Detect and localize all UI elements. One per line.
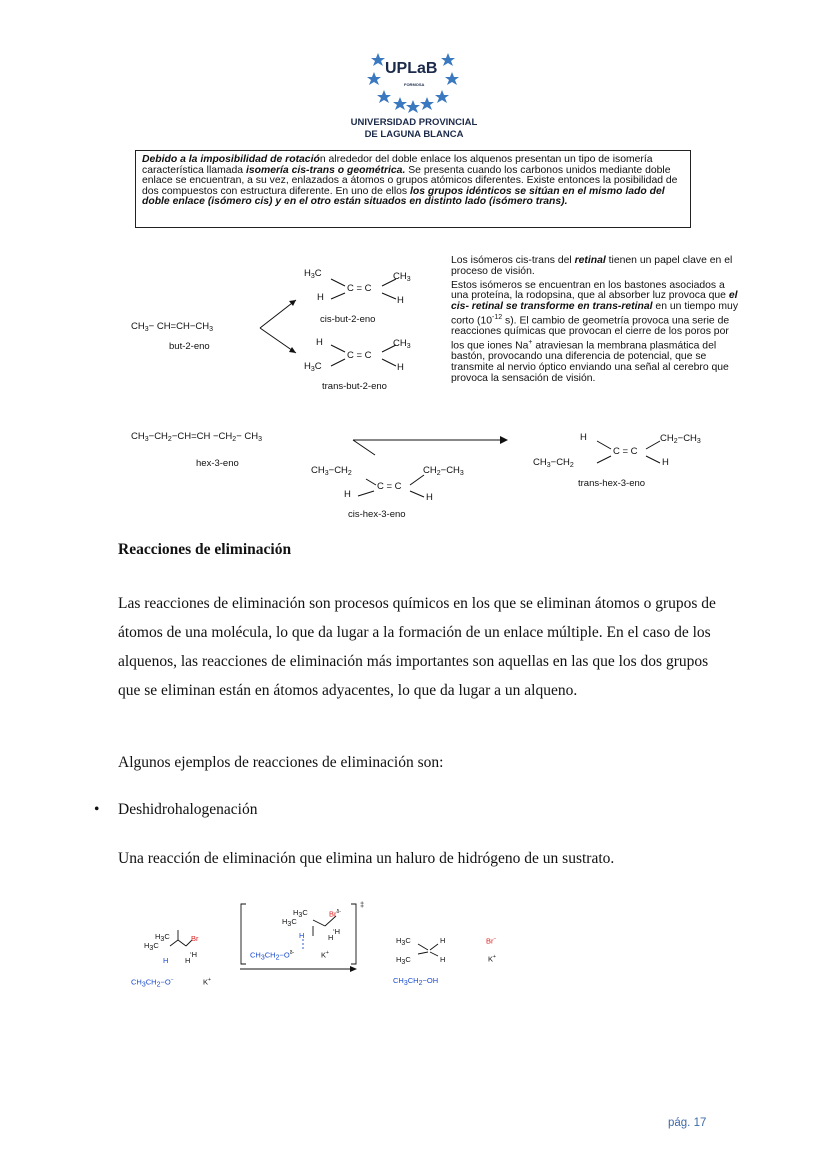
ethanol-product: $CH_3CH_2-OH$ (393, 976, 439, 987)
cis-hex-left-group: $CH_3-CH_2$ (311, 465, 352, 477)
trans-but-ch3: $CH_3$ (393, 338, 411, 350)
cis-hex-h-left: H (344, 489, 351, 500)
ts-h-right: ‘H (333, 927, 341, 936)
reactant-br: Br (191, 934, 199, 943)
trans-but-h-right: H (397, 362, 404, 373)
ts-h-blue: H (299, 931, 305, 940)
hex-3-eno-label: hex-3-eno (196, 458, 239, 469)
university-name-line1: UNIVERSIDAD PROVINCIAL (350, 117, 478, 128)
cis-hex-3-eno-label: cis-hex-3-eno (348, 509, 406, 520)
university-name-line2: DE LAGUNA BLANCA (364, 129, 464, 140)
potassium-ion-ts: K+ (321, 950, 329, 960)
trans-hex-left-group: $CH_3-CH_2$ (533, 457, 574, 469)
reactant-h-right: ‘H (190, 950, 198, 959)
reactant-h-blue: H (163, 956, 169, 965)
reactant-h-lower: H (185, 956, 191, 965)
bullet-item-deshidrohalogenacion: Deshidrohalogenación (118, 801, 258, 818)
logo-subtext: FORMOSA (404, 82, 425, 87)
trans-hex-h-left: H (580, 432, 587, 443)
cis-but-h3c: $H_3C$ (304, 268, 322, 280)
potassium-ion-product: K+ (488, 954, 496, 964)
trans-hex-right-group: $CH_2-CH_3$ (660, 433, 701, 445)
ts-h-lower: H (328, 933, 334, 942)
cis-but-ceq: C = C (347, 283, 372, 294)
reactant-h3c-left: $H_3C$ (144, 941, 159, 952)
cis-hex-right-group: $CH_2-CH_3$ (423, 465, 464, 477)
cis-hex-ceq: C = C (377, 481, 402, 492)
cis-but-h-right: H (397, 295, 404, 306)
ts-h3c-left: $H_3C$ (282, 917, 297, 928)
trans-but-h-left: H (316, 337, 323, 348)
product-h3c-bottom: $H_3C$ (396, 955, 411, 966)
cis-but-ch3: $CH_3$ (393, 271, 411, 283)
product-h-top: H (440, 936, 446, 945)
trans-hex-3-eno-label: trans-hex-3-eno (578, 478, 646, 489)
section-heading: Reacciones de eliminación (118, 541, 292, 558)
retinal-text: Los isómeros cis-trans del retinal tienen un papel clave en el proceso de visión. Estos isómeros se encuentran en los bastones asociados a una proteína, la rodopsina, que al absorber luz provoca que el cis- retinal se transforme en trans-retinal en un tiempo muy corto ($10^{-12}$ s). El cambio de geometría provoca una serie de reacciones químicas que provocan el cierre de los poros por los que iones Na+ atraviesan la membrana plasmática del bastón, provocando una diferencia de potencial, que se transmite al nervio óptico enviando una señal al cerebro que provoca la sensación de visión. (451, 255, 739, 384)
reactant-h3c-top: $H_3C$ (155, 932, 170, 943)
trans-hex-ceq: C = C (613, 446, 638, 457)
but-2-eno-label: but-2-eno (169, 341, 210, 352)
isomerism-definition-box: Debido a la imposibilidad de rotación alrededor del doble enlace los alquenos presentan un tipo de isomería característica llamada isomería cis-trans o geométrica. Se presenta cuando los carbonos unidos mediante doble enlace se encuentran, a su vez, enlazados a átomos o grupos atómicos diferentes. Existe entonces la posibilidad de dos compuestos con estructura diferente. En uno de ellos los grupos idénticos se sitúan en el mismo lado del doble enlace (isómero cis) y en el otro están situados en distinto lado (isómero trans). (135, 150, 691, 228)
ethoxide-reagent: $CH_3CH_2-O^-$ (131, 977, 174, 989)
logo-text: UPLaB (385, 60, 438, 77)
trans-but-ceq: C = C (347, 350, 372, 361)
trans-but-h3c: $H_3C$ (304, 361, 322, 373)
hex-3-eno-formula: $CH_3-CH_2-CH=CH -CH_2- CH_3$ (131, 431, 263, 443)
trans-hex-h-right: H (662, 457, 669, 468)
but-2-eno-formula: $CH_3- CH=CH-CH_3$ (131, 321, 213, 333)
dehydrohalogenation-description: Una reacción de eliminación que elimina un haluro de hidrógeno de un sustrato. (118, 850, 615, 867)
ts-h3c-top: $H_3C$ (293, 908, 308, 919)
product-h-bottom: H (440, 955, 446, 964)
cis-hex-h-right: H (426, 492, 433, 503)
ts-br: $Br^{\delta-}$ (329, 909, 341, 919)
bullet-marker: • (94, 801, 100, 818)
ts-ethoxide: $CH_3CH_2-O^{\delta-}$ (250, 950, 295, 962)
bromide-product: Br− (486, 936, 497, 946)
trans-but-2-eno-label: trans-but-2-eno (322, 381, 387, 392)
page-number: pág. 17 (668, 1117, 707, 1129)
examples-intro: Algunos ejemplos de reacciones de eliminación son: (118, 754, 444, 771)
product-h3c-top: $H_3C$ (396, 936, 411, 947)
ts-dagger: ‡ (360, 900, 365, 909)
elimination-paragraph: Las reacciones de eliminación son procesos químicos en los que se eliminan átomos o grupos de átomos de una molécula, lo que da lugar a la formación de un enlace múltiple. En el caso de los alquenos, las reacciones de eliminación más importantes son aquellas en las que los dos grupos que se eliminan están en átomos adyacentes, lo que da lugar a un alqueno. (118, 595, 716, 699)
cis-but-2-eno-label: cis-but-2-eno (320, 314, 376, 325)
potassium-ion-1: K+ (203, 977, 211, 987)
cis-but-h-left: H (317, 292, 324, 303)
